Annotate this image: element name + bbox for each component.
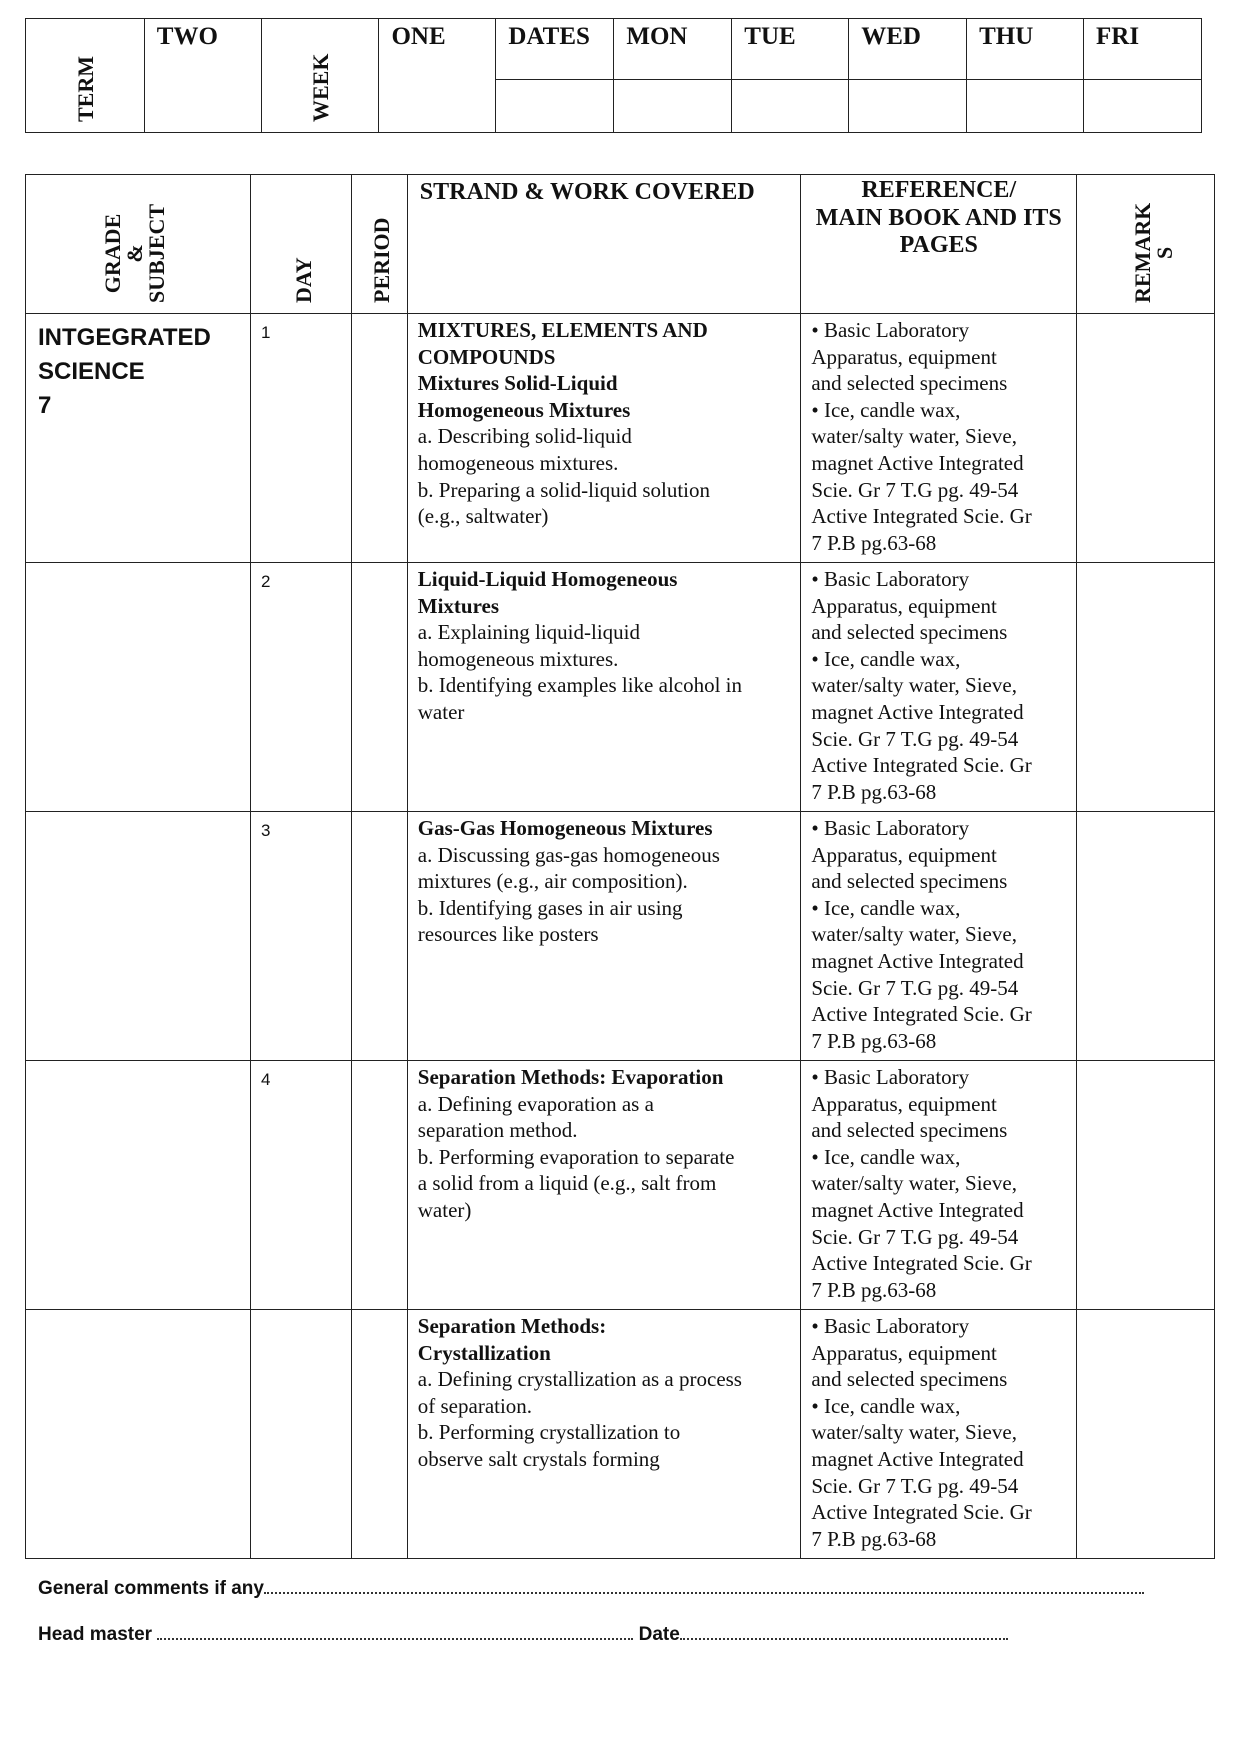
reference-line: 7 P.B pg.63-68 [811,530,937,555]
period-cell [351,812,407,1061]
remarks-header [1077,175,1215,314]
reference-line: Scie. Gr 7 T.G pg. 49-54 [811,726,1019,751]
date-label: Date [638,1624,680,1645]
term-label: TERM [72,56,98,122]
reference-line: Apparatus, equipment [811,593,997,618]
work-detail-line: b. Identifying gases in air using [417,895,683,920]
day-header [250,175,351,314]
reference-cell [801,1310,1077,1559]
period-cell [351,1061,407,1310]
reference-line: and selected specimens [811,371,1008,396]
work-detail-line: b. Performing evaporation to separate [417,1144,735,1169]
reference-line: Active Integrated Scie. Gr [811,753,1032,778]
reference-line: water/salty water, Sieve, [811,424,1017,449]
comments-dotted-line[interactable] [264,1578,1144,1594]
work-detail-line: a. Defining crystallization as a process [417,1367,742,1392]
work-covered-cell [407,1310,801,1559]
reference-line: Scie. Gr 7 T.G pg. 49-54 [811,1224,1019,1249]
reference-line: magnet Active Integrated [811,1446,1024,1471]
reference-line: Apparatus, equipment [811,344,997,369]
work-detail-line: a. Defining evaporation as a [417,1091,654,1116]
reference-line: Scie. Gr 7 T.G pg. 49-54 [811,975,1019,1000]
work-detail-line: of separation. [417,1393,533,1418]
period-cell [351,563,407,812]
work-detail-line: b. Performing crystallization to [417,1420,681,1445]
term-value: TWO [144,19,261,133]
work-covered-cell [407,314,801,563]
remarks-header-text: REMARK S [1129,202,1177,303]
grade-subject-cell [26,563,251,812]
work-detail-line: separation method. [417,1118,578,1143]
reference-line: 7 P.B pg.63-68 [811,1526,937,1551]
reference-cell [801,812,1077,1061]
grade-subject-header-text: GRADE & SUBJECT [99,203,169,303]
work-detail-line: a. Describing solid-liquid [417,424,632,449]
work-title-line: Gas-Gas Homogeneous Mixtures [417,816,713,840]
general-comments-line [38,1578,1144,1600]
work-covered-cell [407,563,801,812]
period-cell [351,1310,407,1559]
reference-line: water/salty water, Sieve, [811,1171,1017,1196]
reference-cell [801,314,1077,563]
work-title-line: Crystallization [417,1340,551,1365]
date-cell-fri [1084,80,1202,133]
reference-line: water/salty water, Sieve, [811,1420,1017,1445]
reference-line: • Basic Laboratory [811,1314,970,1338]
reference-line: • Basic Laboratory [811,567,970,591]
reference-line: water/salty water, Sieve, [811,673,1017,698]
reference-line: and selected specimens [811,869,1008,894]
reference-cell [801,1061,1077,1310]
reference-line: magnet Active Integrated [811,948,1024,973]
day-header-wed: WED [849,19,967,80]
day-cell: 4 [250,1061,351,1310]
week-label-cell [261,19,379,133]
day-header-fri: FRI [1084,19,1202,80]
day-header-tue: TUE [732,19,849,80]
reference-line: and selected specimens [811,620,1008,645]
work-title-line: Mixtures [417,593,500,618]
week-value: ONE [379,19,496,133]
reference-line: 7 P.B pg.63-68 [811,1277,937,1302]
reference-line: Scie. Gr 7 T.G pg. 49-54 [811,477,1019,502]
day-cell: 3 [250,812,351,1061]
work-covered-cell [407,1061,801,1310]
work-detail-line: homogeneous mixtures. [417,450,619,475]
headmaster-dotted-line[interactable] [157,1624,633,1640]
dates-empty-cell [496,80,614,133]
table-row [26,1310,1215,1559]
remarks-cell[interactable] [1077,812,1215,1061]
table-row [26,812,1215,1061]
work-detail-line: mixtures (e.g., air composition). [417,869,688,894]
reference-line: • Ice, candle wax, [811,1393,961,1418]
reference-line: Active Integrated Scie. Gr [811,1002,1032,1027]
reference-line: magnet Active Integrated [811,1197,1024,1222]
grade-subject-cell [26,812,251,1061]
day-header-mon: MON [614,19,732,80]
work-title-line: Liquid-Liquid Homogeneous [417,567,678,591]
reference-line: • Basic Laboratory [811,1065,970,1089]
day-header-text: DAY [290,257,316,303]
work-title-line: MIXTURES, ELEMENTS AND [417,318,708,342]
reference-line: Active Integrated Scie. Gr [811,1500,1032,1525]
reference-line: Apparatus, equipment [811,1340,997,1365]
reference-line: magnet Active Integrated [811,699,1024,724]
work-title-line: COMPOUNDS [417,344,556,369]
work-title-line: Separation Methods: [417,1314,607,1338]
reference-line: Apparatus, equipment [811,1091,997,1116]
work-title-line: Separation Methods: Evaporation [417,1065,724,1089]
date-cell-wed [849,80,967,133]
work-detail-line: a solid from a liquid (e.g., salt from [417,1171,717,1196]
work-detail-line: water [417,699,465,724]
reference-line: magnet Active Integrated [811,450,1024,475]
term-label-cell [26,19,145,133]
reference-line: • Ice, candle wax, [811,1144,961,1169]
reference-header: REFERENCE/ MAIN BOOK AND ITS PAGES [801,175,1077,314]
work-detail-line: a. Discussing gas-gas homogeneous [417,842,720,867]
headmaster-line [38,1624,1008,1646]
grade-subject-cell [26,1061,251,1310]
week-label: WEEK [308,53,334,122]
term-week-table [25,18,1202,133]
strand-header: STRAND & WORK COVERED [407,175,801,314]
work-detail-line: a. Explaining liquid-liquid [417,620,640,645]
table-header-row [26,175,1215,314]
table-row [26,563,1215,812]
remarks-cell[interactable] [1077,1310,1215,1559]
day-header-thu: THU [967,19,1084,80]
headmaster-label: Head master [38,1624,153,1645]
work-detail-line: homogeneous mixtures. [417,646,619,671]
table-row [26,314,1215,563]
reference-line: Active Integrated Scie. Gr [811,1251,1032,1276]
day-cell: 2 [250,563,351,812]
reference-line: • Basic Laboratory [811,816,970,840]
reference-line: 7 P.B pg.63-68 [811,779,937,804]
grade-subject-cell [26,314,251,563]
reference-line: 7 P.B pg.63-68 [811,1028,937,1053]
reference-cell [801,563,1077,812]
work-detail-line: (e.g., saltwater) [417,504,549,529]
reference-line: and selected specimens [811,1118,1008,1143]
work-detail-line: b. Preparing a solid-liquid solution [417,477,710,502]
date-cell-tue [732,80,849,133]
scheme-of-work-table [25,174,1215,1559]
reference-line: • Basic Laboratory [811,318,970,342]
period-header [351,175,407,314]
reference-line: Active Integrated Scie. Gr [811,504,1032,529]
date-cell-thu [967,80,1084,133]
remarks-cell[interactable] [1077,1061,1215,1310]
dates-label: DATES [496,19,614,80]
reference-line: and selected specimens [811,1367,1008,1392]
day-cell [250,1310,351,1559]
work-detail-line: water) [417,1197,472,1222]
remarks-cell[interactable] [1077,314,1215,563]
grade-subject-text: INTGEGRATED SCIENCE 7 [38,324,211,419]
period-cell [351,314,407,563]
general-comments-label: General comments if any [38,1578,264,1599]
reference-line: Scie. Gr 7 T.G pg. 49-54 [811,1473,1019,1498]
period-header-text: PERIOD [369,217,395,303]
table-row [26,1061,1215,1310]
reference-line: Apparatus, equipment [811,842,997,867]
reference-line: • Ice, candle wax, [811,646,961,671]
date-dotted-line[interactable] [680,1624,1008,1640]
day-cell: 1 [250,314,351,563]
work-title-line: Mixtures Solid-Liquid [417,371,618,396]
work-title-line: Homogeneous Mixtures [417,397,631,422]
work-detail-line: observe salt crystals forming [417,1446,660,1471]
reference-line: water/salty water, Sieve, [811,922,1017,947]
reference-line: • Ice, candle wax, [811,397,961,422]
grade-subject-cell [26,1310,251,1559]
reference-line: • Ice, candle wax, [811,895,961,920]
grade-subject-header [26,175,251,314]
work-detail-line: resources like posters [417,922,599,947]
remarks-cell[interactable] [1077,563,1215,812]
date-cell-mon [614,80,732,133]
work-detail-line: b. Identifying examples like alcohol in [417,673,743,698]
work-covered-cell [407,812,801,1061]
